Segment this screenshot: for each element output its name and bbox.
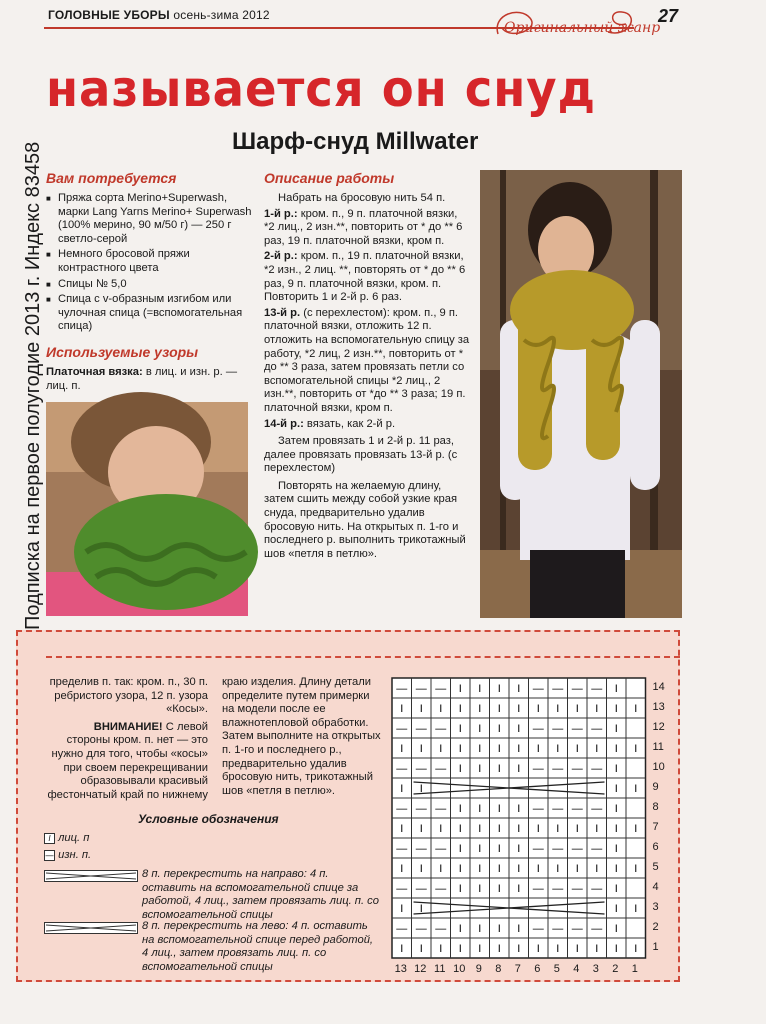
row-number: 12 <box>652 721 665 733</box>
column-number: 8 <box>495 963 502 975</box>
cross-right-symbol-icon <box>44 870 138 882</box>
knit-stitch-mark: I <box>517 763 521 775</box>
knit-stitch-mark: I <box>458 823 462 835</box>
materials-list <box>46 192 252 336</box>
purl-stitch-mark: — <box>552 843 564 855</box>
legend-text: изн. п. <box>58 849 92 861</box>
description-para1: Затем провязать 1 и 2-й р. 11 раз, далее провязать провязать 13-й р. (с перехлестом) <box>264 435 458 475</box>
row-number: 4 <box>652 881 659 893</box>
row-number: 3 <box>652 901 659 913</box>
purl-stitch-mark: — <box>435 723 447 735</box>
knit-stitch-mark: I <box>458 763 462 775</box>
column-number: 5 <box>553 963 560 975</box>
row-number: 5 <box>652 861 659 873</box>
purl-stitch-mark: — <box>532 883 544 895</box>
running-header <box>48 8 270 22</box>
knit-stitch-mark: I <box>575 743 579 755</box>
description-intro: Набрать на бросовую нить 54 п. <box>278 192 446 204</box>
purl-stitch-mark: — <box>571 923 583 935</box>
purl-stitch-mark: — <box>396 883 408 895</box>
column-number: 13 <box>394 963 407 975</box>
knit-stitch-mark: I <box>497 823 501 835</box>
knit-stitch-mark: I <box>497 763 501 775</box>
knit-stitch-mark: I <box>400 903 404 915</box>
row-14 <box>264 418 470 432</box>
row-number: 2 <box>652 921 659 933</box>
purl-stitch-mark: — <box>396 843 408 855</box>
knit-stitch-mark: I <box>556 703 560 715</box>
legend-cross-right <box>44 868 384 920</box>
row-number: 10 <box>652 761 665 773</box>
column-number: 7 <box>514 963 521 975</box>
knit-stitch-mark: I <box>536 703 540 715</box>
bottom-col1-text: пределив п. так: кром. п., 30 п. ребристого узора, 12 п. узора «Косы». <box>49 676 208 716</box>
bottom-col1 <box>44 676 208 802</box>
purl-stitch-mark: — <box>532 723 544 735</box>
photo-girl-snood <box>46 402 248 616</box>
purl-stitch-mark: — <box>571 763 583 775</box>
purl-stitch-mark: — <box>571 883 583 895</box>
chart-grid <box>391 677 647 959</box>
knit-stitch-mark: I <box>458 803 462 815</box>
row-number: 9 <box>652 781 659 793</box>
purl-stitch-mark: — <box>435 683 447 695</box>
knit-stitch-mark: I <box>614 883 618 895</box>
knit-stitch-mark: I <box>497 943 501 955</box>
knit-stitch-mark: I <box>478 743 482 755</box>
knit-stitch-mark: I <box>439 863 443 875</box>
knit-stitch-mark: I <box>595 943 599 955</box>
column-number: 11 <box>434 963 446 975</box>
knit-stitch-mark: I <box>517 703 521 715</box>
purl-stitch-mark: — <box>435 923 447 935</box>
purl-stitch-mark: — <box>396 923 408 935</box>
knit-stitch-mark: I <box>517 843 521 855</box>
materials-heading: Вам потребуется <box>46 170 177 186</box>
cross-left-symbol-icon <box>44 922 138 934</box>
knit-stitch-mark: I <box>614 703 618 715</box>
legend-purl <box>44 849 384 866</box>
knit-stitch-mark: I <box>536 823 540 835</box>
article-subtitle: Шарф-снуд Millwater <box>232 128 479 155</box>
knit-stitch-mark: I <box>634 863 638 875</box>
knit-stitch-mark: I <box>614 763 618 775</box>
purl-stitch-mark: — <box>415 723 427 735</box>
column-number: 6 <box>534 963 541 975</box>
knit-stitch-mark: I <box>497 723 501 735</box>
patterns-text <box>46 366 246 393</box>
knit-stitch-mark: I <box>614 803 618 815</box>
legend-text: лиц. п <box>58 832 90 844</box>
purl-stitch-mark: — <box>532 763 544 775</box>
knit-stitch-mark: I <box>614 683 618 695</box>
knit-stitch-mark: I <box>536 863 540 875</box>
knit-stitch-mark: I <box>517 803 521 815</box>
purl-stitch-mark: — <box>591 883 603 895</box>
purl-stitch-mark: — <box>591 923 603 935</box>
column-number: 4 <box>573 963 580 975</box>
row-text: кром. п., 9 п. платочной вязки, *2 лиц., 2 изн.**, повторить от * до ** 6 раз, 19 п. платочной вязки, кром п. <box>264 207 463 247</box>
materials-item: ■ Немного бросовой пряжи контрастного цвета <box>46 248 252 275</box>
materials-item: ■ Спицы № 5,0 <box>46 278 252 292</box>
brand-logo <box>490 4 661 46</box>
knit-stitch-mark: I <box>458 943 462 955</box>
knit-stitch-mark: I <box>575 863 579 875</box>
legend-cross-left <box>44 920 384 973</box>
purl-stitch-mark: — <box>591 763 603 775</box>
knit-stitch-mark: I <box>614 943 618 955</box>
knit-stitch-mark: I <box>478 763 482 775</box>
row-text: кром. п., 19 п. платочной вязки, *2 изн., 2 лиц. **, повторять от * до ** 6 раз, 9 п. платочной вязки, кром. п. Повторить 1 и 2-й р. 6 раз. <box>264 250 466 304</box>
purl-stitch-mark: — <box>571 723 583 735</box>
panel-divider <box>46 656 680 658</box>
knit-stitch-mark: I <box>458 843 462 855</box>
photo-woman-snood <box>480 170 682 618</box>
purl-stitch-mark: — <box>532 923 544 935</box>
knit-stitch-mark: I <box>458 743 462 755</box>
knit-stitch-mark: I <box>419 743 423 755</box>
knit-stitch-mark: I <box>458 883 462 895</box>
knit-stitch-mark: I <box>517 723 521 735</box>
purl-stitch-mark: — <box>396 763 408 775</box>
knit-stitch-mark: I <box>400 703 404 715</box>
knit-stitch-mark: I <box>517 823 521 835</box>
knit-stitch-mark: I <box>478 923 482 935</box>
row-number: 14 <box>652 681 665 693</box>
materials-item: ■ Спица с v-образным изгибом или чулочная спица (=вспомогательная спица) <box>46 293 252 334</box>
column-number: 2 <box>612 963 619 975</box>
knit-stitch-mark: I <box>614 783 618 795</box>
row-1 <box>264 208 470 249</box>
knit-stitch-mark: I <box>575 703 579 715</box>
knit-stitch-mark: I <box>400 783 404 795</box>
row-2 <box>264 250 470 304</box>
purl-stitch-mark: — <box>435 763 447 775</box>
purl-stitch-mark: — <box>591 843 603 855</box>
knit-stitch-mark: I <box>536 743 540 755</box>
row-number: 1 <box>652 941 659 953</box>
purl-stitch-mark: — <box>591 723 603 735</box>
knit-stitch-mark: I <box>556 863 560 875</box>
knit-stitch-mark: I <box>419 903 423 915</box>
row-text: вязать, как 2-й р. <box>303 417 396 430</box>
purl-stitch-mark: — <box>396 803 408 815</box>
purl-stitch-mark: — <box>396 683 408 695</box>
knit-stitch-mark: I <box>517 943 521 955</box>
knit-stitch-mark: I <box>634 783 638 795</box>
patterns-heading: Используемые узоры <box>46 344 199 360</box>
purl-stitch-mark: — <box>552 923 564 935</box>
materials-item: ■ Пряжа сорта Merino+Superwash, марки Lang Yarns Merino+ Superwash (100% мерино, 90 м/50 г) — 250 г светло-серой <box>46 192 252 246</box>
row-label: 14-й р.: <box>264 417 304 430</box>
column-number: 1 <box>631 963 638 975</box>
knit-stitch-mark: I <box>419 783 423 795</box>
knit-stitch-mark: I <box>634 703 638 715</box>
purl-stitch-mark: — <box>552 883 564 895</box>
knit-stitch-mark: I <box>458 703 462 715</box>
warning-label: ВНИМАНИЕ! <box>93 720 163 733</box>
knit-stitch-mark: I <box>517 863 521 875</box>
knit-stitch-mark: I <box>478 943 482 955</box>
knit-stitch-mark: I <box>400 863 404 875</box>
knit-stitch-mark: I <box>614 743 618 755</box>
knit-stitch-mark: I <box>517 683 521 695</box>
bottom-col2-text: краю изделия. Длину детали определите путем примерки на модели после ее влажнотепловой обработки. Затем выполните на открытых п. 1-го и последнего р., предварительно удалив бросовую нить, трикотажный шов «петля в петлю». <box>222 676 381 797</box>
knit-stitch-mark: I <box>458 723 462 735</box>
legend-title: Условные обозначения <box>138 812 279 826</box>
knit-stitch-mark: I <box>497 843 501 855</box>
page-number: 27 <box>658 6 679 26</box>
page-title: называется он снуд <box>46 60 597 118</box>
purl-stitch-mark: — <box>415 803 427 815</box>
knit-stitch-mark: I <box>439 703 443 715</box>
knit-stitch-mark: I <box>497 883 501 895</box>
knit-stitch-mark: I <box>419 703 423 715</box>
knit-stitch-mark: I <box>634 943 638 955</box>
purl-stitch-mark: — <box>591 683 603 695</box>
purl-stitch-mark: — <box>435 883 447 895</box>
brand-text: Оригинальный жанр <box>504 20 661 36</box>
purl-stitch-mark: — <box>591 803 603 815</box>
knit-stitch-mark: I <box>439 943 443 955</box>
knit-stitch-mark: I <box>614 843 618 855</box>
knit-stitch-mark: I <box>497 923 501 935</box>
purl-stitch-mark: — <box>552 803 564 815</box>
row-number: 7 <box>652 821 659 833</box>
knit-stitch-mark: I <box>478 703 482 715</box>
warning-text: С левой стороны кром. п. нет — это нужно для того, чтобы «косы» при своем перекрещивании образовывали красивый фестончатый край по нижнему <box>47 720 208 801</box>
row-label: 2-й р.: <box>264 250 298 263</box>
purl-stitch-mark: — <box>396 723 408 735</box>
purl-stitch-mark: — <box>552 723 564 735</box>
purl-stitch-mark: — <box>552 683 564 695</box>
purl-stitch-mark: — <box>532 843 544 855</box>
knit-symbol-icon: I <box>44 833 55 844</box>
purl-stitch-mark: — <box>435 843 447 855</box>
legend-knit <box>44 832 384 849</box>
purl-stitch-mark: — <box>415 843 427 855</box>
purl-stitch-mark: — <box>415 923 427 935</box>
knit-stitch-mark: I <box>458 863 462 875</box>
subscription-text: Подписка на первое полугодие 2013 г. Индекс 83458 <box>22 141 44 630</box>
purl-stitch-mark: — <box>571 683 583 695</box>
legend <box>44 832 384 973</box>
knit-stitch-mark: I <box>634 743 638 755</box>
legend-text: 8 п. перекрестить на лево: 4 п. оставить на вспомогательной спице перед работой, 4 лиц., затем провязать лиц. п. со вспомогательной спицы <box>142 920 374 973</box>
knit-stitch-mark: I <box>497 743 501 755</box>
column-number: 3 <box>592 963 599 975</box>
purl-stitch-mark: — <box>435 803 447 815</box>
knit-stitch-mark: I <box>634 903 638 915</box>
knit-stitch-mark: I <box>614 823 618 835</box>
row-13 <box>264 307 470 416</box>
knit-stitch-mark: I <box>634 823 638 835</box>
knit-stitch-mark: I <box>517 883 521 895</box>
knit-stitch-mark: I <box>497 703 501 715</box>
knit-stitch-mark: I <box>458 923 462 935</box>
row-number: 13 <box>652 701 665 713</box>
knit-stitch-mark: I <box>614 723 618 735</box>
knit-stitch-mark: I <box>400 943 404 955</box>
description-body <box>264 192 470 561</box>
row-label: 13-й р. <box>264 306 301 319</box>
knit-stitch-mark: I <box>517 743 521 755</box>
warning-paragraph <box>44 721 208 803</box>
column-number: 12 <box>414 963 427 975</box>
purl-stitch-mark: — <box>571 843 583 855</box>
row-label: 1-й р.: <box>264 207 298 220</box>
purl-symbol-icon: — <box>45 850 54 860</box>
knit-stitch-mark: I <box>400 743 404 755</box>
knit-stitch-mark: I <box>439 823 443 835</box>
pattern-desc: в лиц. и изн. р. — лиц. п. <box>46 366 238 392</box>
knit-stitch-mark: I <box>497 803 501 815</box>
knit-stitch-mark: I <box>419 863 423 875</box>
purl-stitch-mark: — <box>532 803 544 815</box>
description-para2: Повторять на желаемую длину, затем сшить между собой узкие края снуда, предварительно удалив бросовую нить. На открытых п. 1-го и последнего р. выполнить трикотажный шов «петля в петлю». <box>264 479 466 560</box>
knit-stitch-mark: I <box>419 943 423 955</box>
knit-stitch-mark: I <box>595 863 599 875</box>
knit-stitch-mark: I <box>614 923 618 935</box>
purl-stitch-mark: — <box>552 763 564 775</box>
knit-stitch-mark: I <box>478 683 482 695</box>
column-number: 10 <box>453 963 466 975</box>
knit-stitch-mark: I <box>614 863 618 875</box>
knit-stitch-mark: I <box>595 743 599 755</box>
knit-stitch-mark: I <box>575 823 579 835</box>
knit-stitch-mark: I <box>517 923 521 935</box>
knit-stitch-mark: I <box>478 863 482 875</box>
row-number: 8 <box>652 801 659 813</box>
knit-stitch-mark: I <box>478 883 482 895</box>
knit-stitch-mark: I <box>497 683 501 695</box>
issue-label: осень-зима 2012 <box>173 8 270 22</box>
knit-stitch-mark: I <box>478 843 482 855</box>
purl-stitch-mark: — <box>532 683 544 695</box>
knit-stitch-mark: I <box>478 823 482 835</box>
purl-stitch-mark: — <box>571 803 583 815</box>
description-heading: Описание работы <box>264 170 395 186</box>
knit-stitch-mark: I <box>595 823 599 835</box>
knit-stitch-mark: I <box>419 823 423 835</box>
purl-stitch-mark: — <box>415 883 427 895</box>
knit-stitch-mark: I <box>497 863 501 875</box>
row-number: 11 <box>652 741 664 753</box>
row-text: (с перехлестом): кром. п., 9 п. платочной вязки, отложить 12 п. отложить на вспомогательную спицу за работу, *2 лиц, 2 изн.**, повторить от * до ** 3 раза, затем провязать петли со вспомогательной спицы *2 лиц., 2 изн.**, повторить от *до ** 3 раза; 19 п. платочной вязки, кром п. <box>264 306 470 414</box>
bottom-col2 <box>222 676 382 798</box>
knit-stitch-mark: I <box>458 683 462 695</box>
knit-stitch-mark: I <box>400 823 404 835</box>
purl-stitch-mark: — <box>415 763 427 775</box>
knit-stitch-mark: I <box>614 903 618 915</box>
knit-stitch-mark: I <box>556 743 560 755</box>
knit-stitch-mark: I <box>556 943 560 955</box>
legend-text: 8 п. перекрестить на направо: 4 п. оставить на вспомогательной спице за работой, 4 лиц., затем провязать лиц. п. со вспомогательной спицы <box>142 868 379 921</box>
knit-stitch-mark: I <box>478 723 482 735</box>
knit-stitch-mark: I <box>478 803 482 815</box>
purl-stitch-mark: — <box>415 683 427 695</box>
knit-stitch-mark: I <box>575 943 579 955</box>
column-number: 9 <box>475 963 482 975</box>
knit-stitch-mark: I <box>536 943 540 955</box>
knit-stitch-mark: I <box>439 743 443 755</box>
knit-stitch-mark: I <box>556 823 560 835</box>
row-number: 6 <box>652 841 659 853</box>
pattern-name: Платочная вязка: <box>46 366 143 378</box>
knit-stitch-mark: I <box>595 703 599 715</box>
section-name: ГОЛОВНЫЕ УБОРЫ <box>48 8 170 22</box>
